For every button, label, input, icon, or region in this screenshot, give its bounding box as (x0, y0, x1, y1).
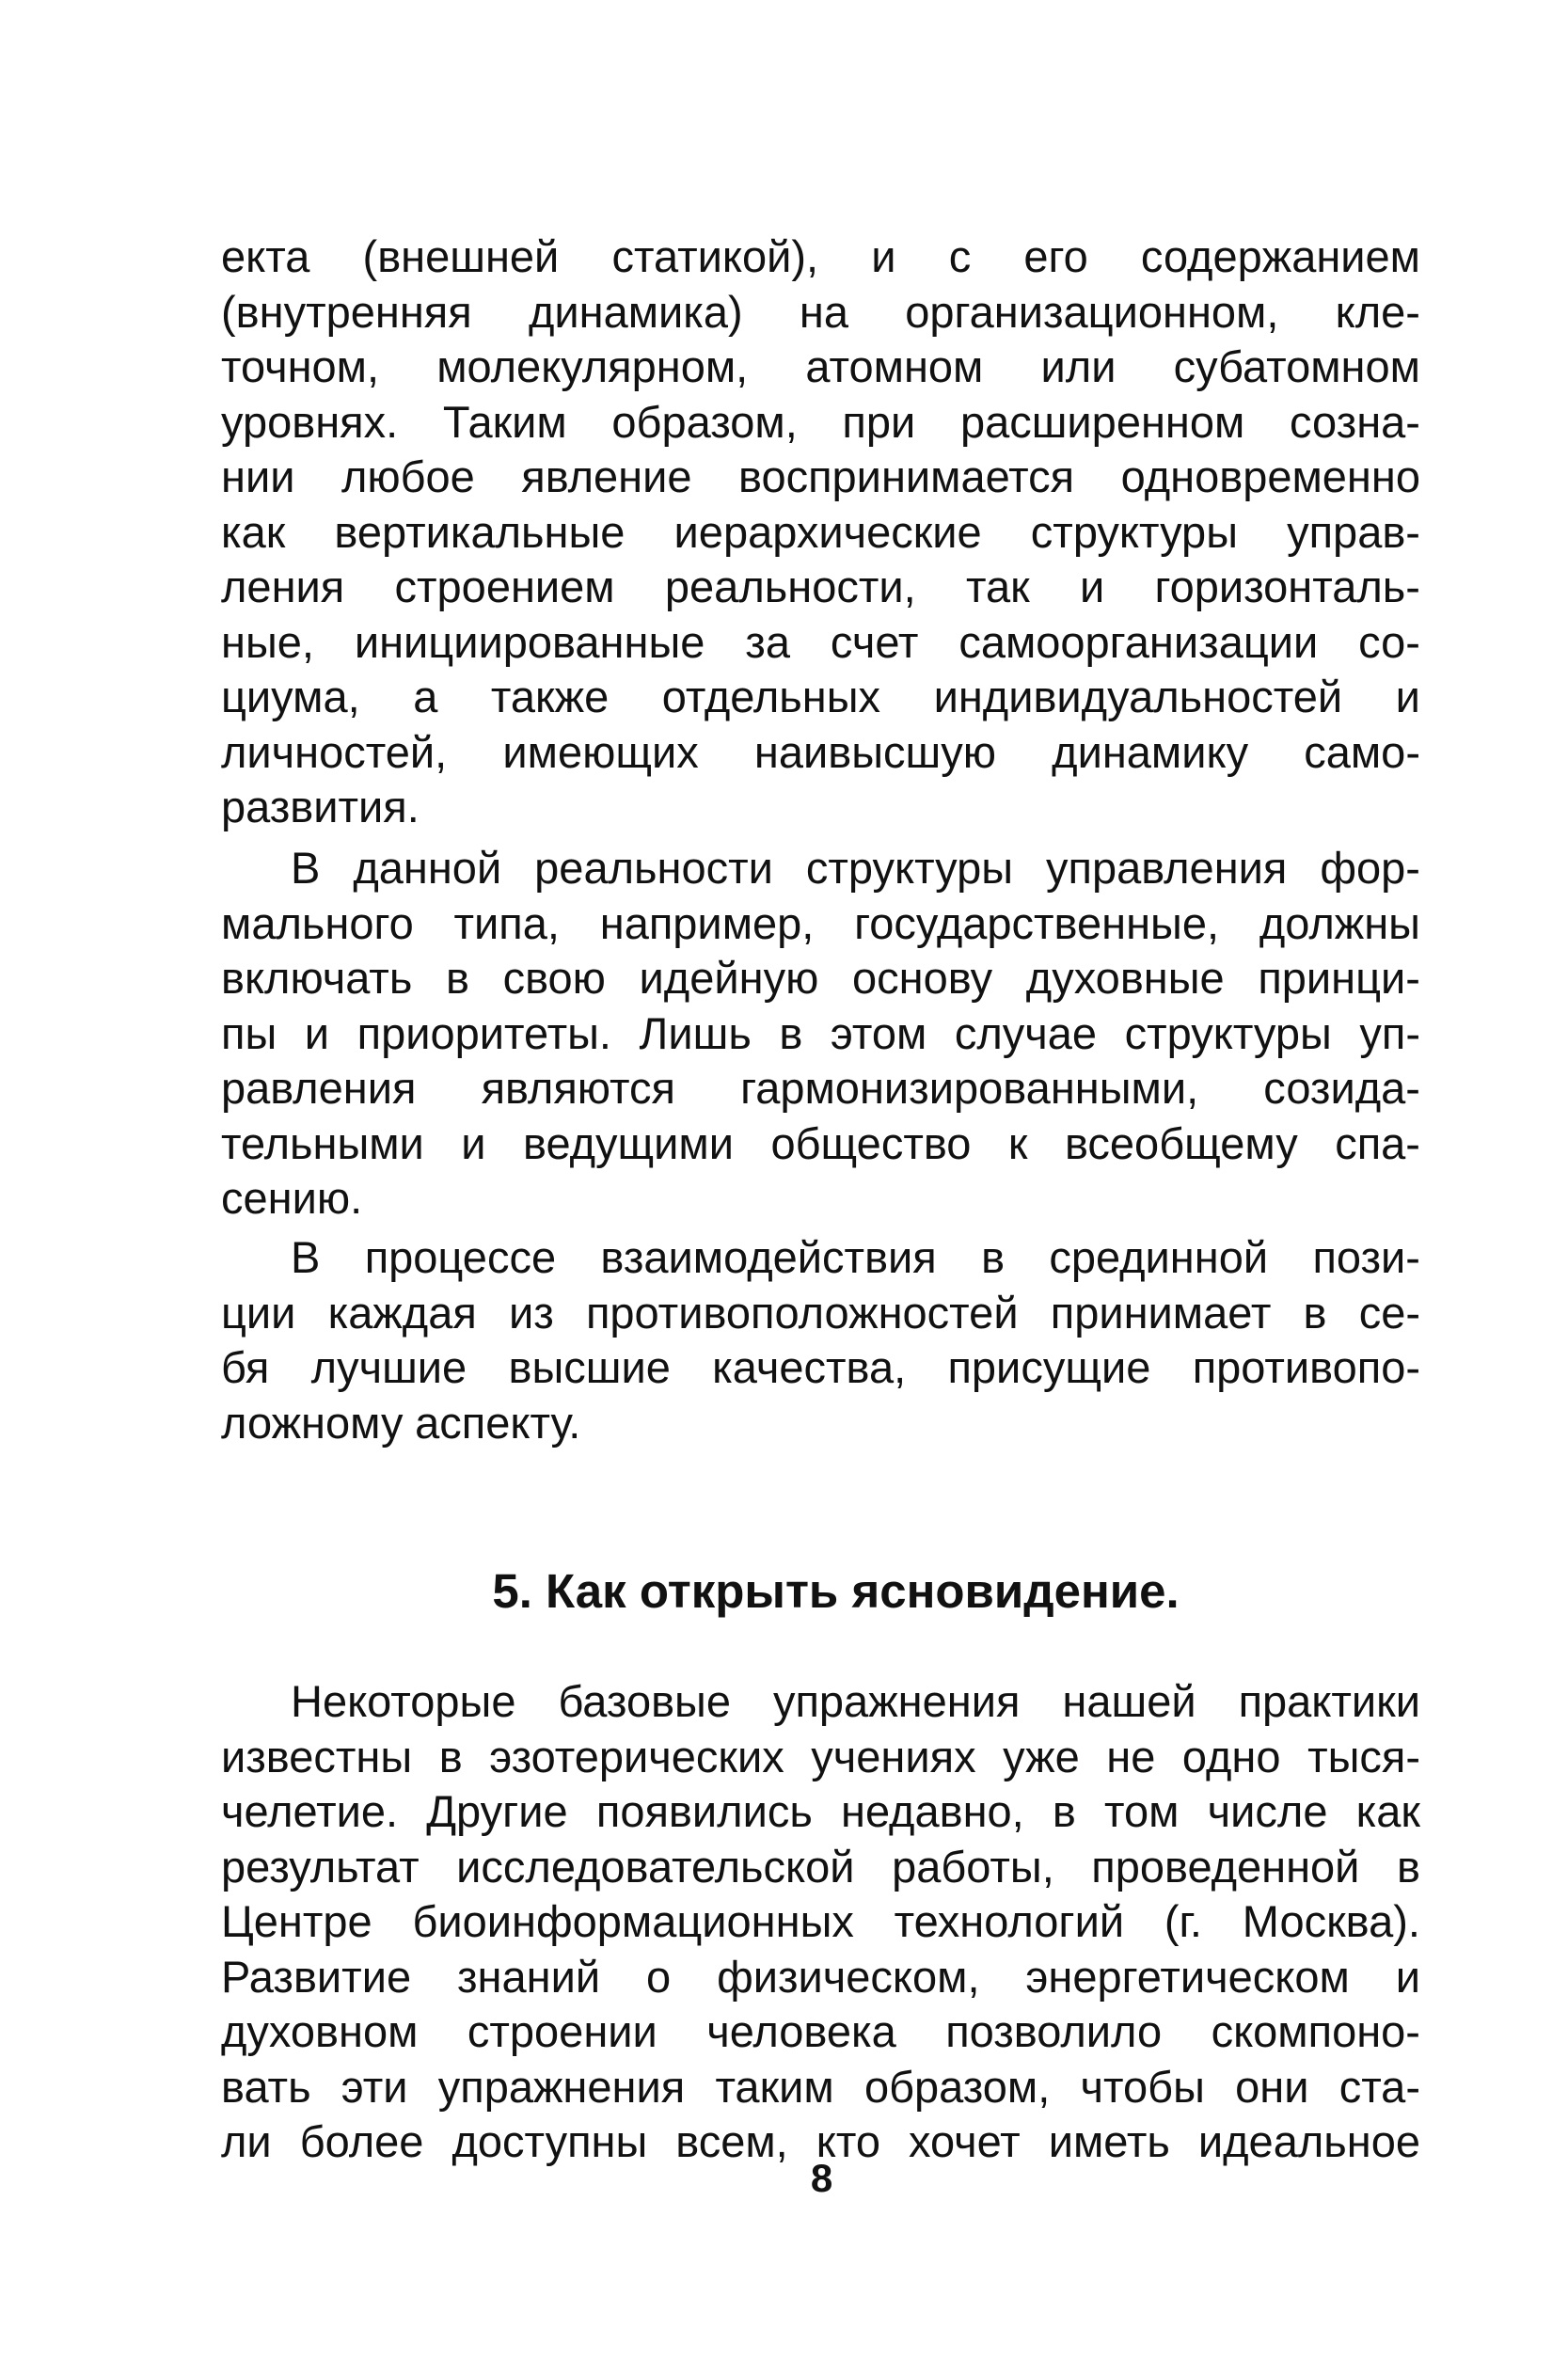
text-line: тельными и ведущими общество к всеобщему спа- (221, 1117, 1420, 1168)
text-line: ложному аспекту. (221, 1397, 581, 1448)
text-line: В данной реальности структуры управления фор- (291, 843, 1420, 893)
text-line: челетие. Другие появились недавно, в том числе как (221, 1786, 1420, 1836)
text-line: мального типа, например, государственные, должны (221, 897, 1420, 948)
text-line: Центре биоинформационных технологий (г. Москва). (221, 1896, 1420, 1946)
text-line: уровнях. Таким образом, при расширенном созна- (221, 396, 1420, 447)
text-line: известны в эзотерических учениях уже не одно тыся- (221, 1731, 1420, 1781)
text-line: Некоторые базовые упражнения нашей практики (291, 1676, 1420, 1726)
text-line: ления строением реальности, так и горизонталь- (221, 562, 1420, 611)
paragraph-1 (221, 230, 1420, 835)
text-line: вать эти упражнения таким образом, чтобы они ста- (221, 2061, 1420, 2112)
text-line: точном, молекулярном, атомном или субатомном (221, 341, 1420, 391)
text-line: личностей, имеющих наивысшую динамику само- (221, 726, 1420, 777)
paragraph-4 (221, 1674, 1420, 2170)
text-line: ли более доступны всем, кто хочет иметь идеальное (221, 2116, 1420, 2166)
text-line: ные, инициированные за счет самоорганизации со- (221, 616, 1420, 667)
text-line: равления являются гармонизированными, созида- (221, 1063, 1420, 1113)
text-line: бя лучшие высшие качества, присущие противопо- (221, 1342, 1420, 1392)
text-line: развития. (221, 782, 420, 831)
text-line: как вертикальные иерархические структуры управ- (221, 506, 1420, 557)
section-heading: 5. Как открыть ясновидение. (492, 1564, 1180, 1618)
page-number: 8 (810, 2156, 833, 2200)
text-line: Развитие знаний о физическом, энергетическом и (221, 1951, 1420, 2002)
text-line: результат исследовательской работы, проведенной в (221, 1841, 1420, 1892)
paragraph-2 (221, 841, 1420, 1227)
text-line: включать в свою идейную основу духовные принци- (221, 953, 1420, 1003)
text-line: ции каждая из противоположностей принимает в се- (221, 1287, 1420, 1338)
text-line: (внутренняя динамика) на организационном, кле- (221, 286, 1420, 337)
text-line: циума, а также отдельных индивидуальностей и (221, 672, 1420, 721)
text-line: нии любое явление воспринимается одновременно (221, 451, 1420, 501)
text-line: екта (внешней статикой), и с его содержанием (221, 231, 1420, 281)
paragraph-3 (221, 1230, 1420, 1450)
text-line: пы и приоритеты. Лишь в этом случае структуры уп- (221, 1007, 1420, 1058)
text-line: духовном строении человека позволило скомпоно- (221, 2006, 1420, 2056)
text-line: сению. (221, 1173, 363, 1223)
text-line: В процессе взаимодействия в срединной пози- (291, 1232, 1420, 1282)
